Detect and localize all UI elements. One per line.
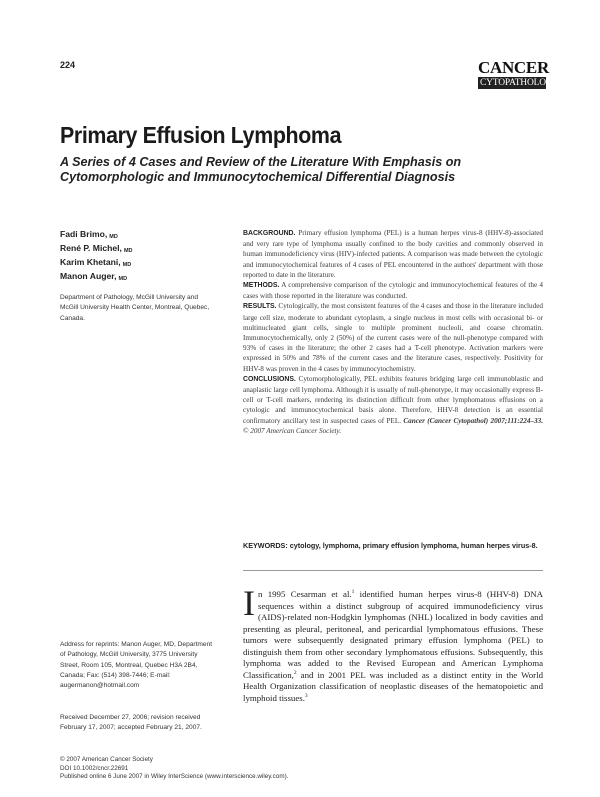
- citation: Cancer (Cancer Cytopathol) 2007;111:224–33.: [403, 416, 543, 425]
- divider: [243, 570, 543, 571]
- footer-doi: DOI 10.1002/cncr.22691: [60, 764, 129, 772]
- footer-copyright: © 2007 American Cancer Society: [60, 756, 153, 763]
- received-dates: Received December 27, 2006; revision received February 17, 2007; accepted February 21, 2007.: [60, 714, 202, 732]
- background-label: BACKGROUND.: [243, 230, 296, 237]
- body-text-part: and in 2001 PEL was included as a distinct entity in the World Health Organization classification of neoplastic diseases of the hematopoietic and lymphoid tissues.: [243, 669, 543, 703]
- body-text-part: n 1995 Cesarman et al.: [258, 589, 352, 599]
- affiliation: Department of Pathology, McGill University and McGill University Health Center, Montreal, Quebec, Canada.: [60, 294, 210, 322]
- methods-text: A comprehensive comparison of the cytologic and immunocytochemical features of the 4 cases with those reported in the literature was conducted.: [243, 281, 544, 301]
- journal-name: CANCER: [478, 58, 549, 77]
- author: [60, 228, 133, 242]
- author-list: [60, 228, 133, 284]
- journal-logo: [478, 58, 560, 89]
- author-degree: MD: [118, 276, 128, 282]
- journal-section: CYTOPATHOLOGY: [480, 78, 560, 88]
- author-degree: MD: [109, 234, 118, 240]
- conclusions-text: Cytomorphologically, PEL exhibits features bridging large cell immunoblastic and anaplastic large cell lymphoma. Although it is usually of null-phenotype, it may occasionally express B-cell or T-cell markers, rendering its distinction difficult from other lymphomatous effusions on a cytologic and immunocytochemical basis alone. Therefore, HHV-8 detection is an essential confirmatory ancillary test in suspected cases of PEL.: [243, 374, 543, 425]
- article-subtitle: A Series of 4 Cases and Review of the Literature With Emphasis on Cytomorphologic and Immunocytochemical Differential Diagnosis: [60, 155, 462, 184]
- author-degree: MD: [123, 248, 133, 254]
- page-footer: [60, 756, 340, 782]
- body-paragraph: [243, 583, 543, 704]
- methods-label: METHODS.: [243, 282, 280, 290]
- author-name: Karim Khetani,: [60, 257, 121, 267]
- reference-marker: 3: [304, 692, 308, 699]
- author: [60, 242, 133, 256]
- background-text: Primary effusion lymphoma (PEL) is a human herpes virus-8 (HHV-8)-associated and very rare type of lymphoma usually confined to the body cavities and commonly observed in human immunodeficiency virus (HIV)-infected patients. A comparison was made between the cytologic and immunocytochemical features of 4 cases of PEL encountered in the authors' department with those reported to date in the literature.: [243, 229, 544, 279]
- keywords: KEYWORDS: cytology, lymphoma, primary effusion lymphoma, human herpes virus-8.: [243, 541, 538, 550]
- conclusions-label: CONCLUSIONS.: [243, 375, 296, 383]
- abstract-conclusions: [243, 374, 543, 436]
- reference-marker: 2: [293, 669, 297, 676]
- drop-cap: I: [243, 583, 255, 623]
- abstract-results: [243, 301, 543, 373]
- author-name: Manon Auger,: [60, 271, 117, 281]
- reprint-address: Address for reprints: Manon Auger, MD, Department of Pathology, McGill University, 3775 University Street, Room 105, Montreal, Quebec H3A 2B4, Canada; Fax: (514) 398-7446; E-mail: augermanon@hotmail.com: [60, 641, 213, 690]
- article-title: Primary Effusion Lymphoma: [60, 122, 342, 148]
- abstract-methods: [243, 280, 543, 301]
- abstract-copyright: © 2007 American Cancer Society.: [243, 426, 342, 435]
- author: [60, 270, 133, 284]
- abstract-background: [243, 228, 543, 280]
- page-number: 224: [60, 60, 76, 70]
- footer-published: Published online 6 June 2007 in Wiley InterScience (www.interscience.wiley.com).: [60, 773, 289, 781]
- reference-marker: 1: [351, 589, 355, 596]
- author-name: René P. Michel,: [60, 243, 122, 253]
- results-label: RESULTS.: [243, 303, 277, 311]
- body-text-part: identified human herpes virus-8 (HHV-8) DNA sequences within a distinct subgroup of acquired immunodeficiency virus (AIDS)-related non-Hodgkin lymphomas (NHL) localized in body cavities and presenting as pleural, peritoneal, and pericardial lymphomatous effusions. These tumors were subsequently designated primary effusion lymphoma (PEL) to distinguish them from other secondary lymphomatous effusions. Subsequently, this lymphoma was added to the Revised European and American Lymphoma Classification,: [243, 589, 543, 680]
- author: [60, 256, 133, 270]
- author-name: Fadi Brimo,: [60, 229, 108, 239]
- author-degree: MD: [122, 262, 132, 268]
- results-text: Cytologically, the most consistent features of the 4 cases and those in the literature included large cell size, moderate to abundant cytoplasm, a single nucleus in most cells with occasional bi- or multinucleated giant cells, single to multiple prominent nucleoli, and coarse chromatin. Immunocytochemically, only 2 (50%) of the current cases were of the null-phenotype compared with 93% of cases in the literature; the other 2 cases had a T-cell phenotype. Activation markers were expressed in 50% and 78% of the current cases and the literature cases, respectively. Positivity for HHV-8 was proven in the 4 cases by immunocytochemistry.: [243, 302, 544, 373]
- abstract: [243, 228, 543, 436]
